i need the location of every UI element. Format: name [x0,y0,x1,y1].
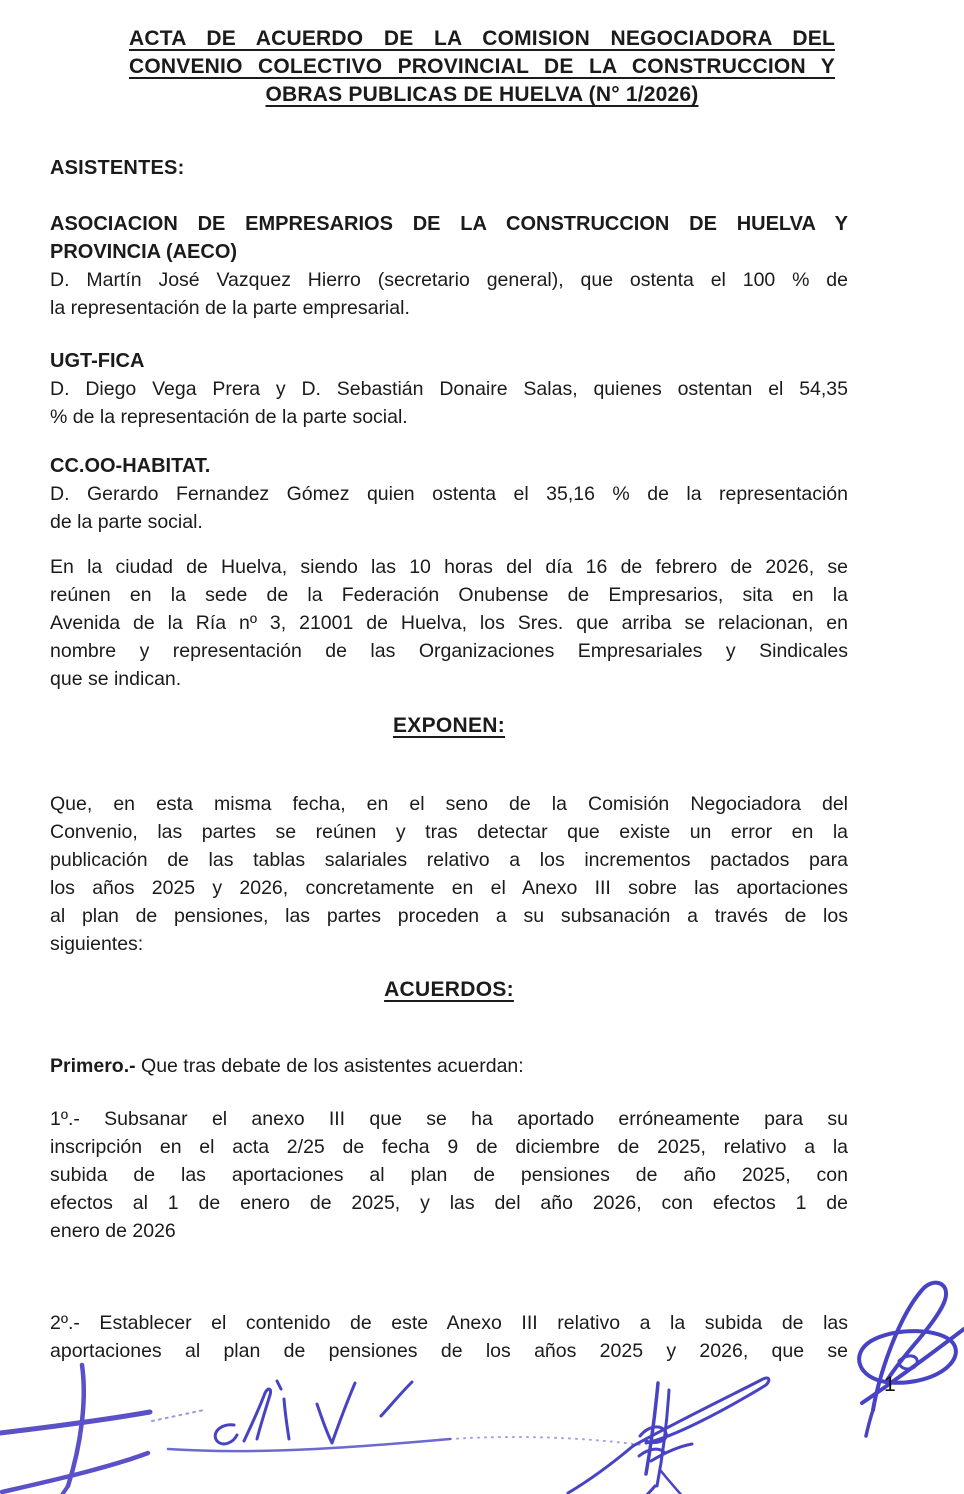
text-line: D. Diego Vega Prera y D. Sebastián Donaire Salas, quienes ostentan el 54,35 [50,378,848,400]
text-line: OBRAS PUBLICAS DE HUELVA (N° 1/2026) [265,83,699,106]
exponen-paragraph [50,790,848,958]
primero-line [50,1052,848,1080]
primero-text: Que tras debate de los asistentes acuerdan: [135,1055,524,1077]
party-name [50,347,848,375]
text-line: que se indican. [50,668,182,690]
text-line: al plan de pensiones, las partes proceden a su subsanación a través de los [50,905,848,927]
party-description [50,375,848,431]
text-line: nombre y representación de las Organizaciones Empresariales y Sindicales [50,640,848,662]
text-line: Que, en esta misma fecha, en el seno de la Comisión Negociadora del [50,793,848,815]
text-line: la representación de la parte empresarial. [50,297,410,319]
text-line: subida de las aportaciones al plan de pensiones de año 2025, con [50,1164,848,1186]
party-aeco [50,210,848,322]
text-line: 1º.- Subsanar el anexo III que se ha aportado erróneamente para su [50,1108,848,1130]
page-number: 1 [884,1373,896,1396]
text-line: aportaciones al plan de pensiones de los años 2025 y 2026, que se [50,1340,848,1362]
asistentes-heading: ASISTENTES: [50,157,185,179]
text-line: CC.OO-HABITAT. [50,455,211,477]
text-line: efectos al 1 de enero de 2025, y las del año 2026, con efectos 1 de [50,1192,848,1214]
text-line: los años 2025 y 2026, concretamente en el Anexo III sobre las aportaciones [50,877,848,899]
party-ccoo-habitat [50,452,848,536]
acuerdo-punto-2 [50,1309,848,1365]
acuerdo-punto-1 [50,1105,848,1245]
text-line: En la ciudad de Huelva, siendo las 10 horas del día 16 de febrero de 2026, se [50,556,848,578]
text-line: Convenio, las partes se reúnen y tras detectar que existe un error en la [50,821,848,843]
text-line: de la parte social. [50,511,203,533]
exponen-heading: EXPONEN: [392,714,506,737]
text-line: PROVINCIA (AECO) [50,241,238,263]
text-line: Avenida de la Ría nº 3, 21001 de Huelva, los Sres. que arriba se relacionan, en [50,612,848,634]
text-line: CONVENIO COLECTIVO PROVINCIAL DE LA CONSTRUCCION Y [129,55,835,78]
text-line: ASOCIACION DE EMPRESARIOS DE LA CONSTRUCCION DE HUELVA Y [50,213,848,235]
text-line: siguientes: [50,933,144,955]
party-name [50,452,848,480]
document-title [129,25,835,109]
primero-label: Primero.- [50,1055,136,1077]
text-line: % de la representación de la parte social. [50,406,408,428]
text-line: inscripción en el acta 2/25 de fecha 9 de diciembre de 2025, relativo a la [50,1136,848,1158]
text-line: publicación de las tablas salariales relativo a los incrementos pactados para [50,849,848,871]
party-ugt-fica [50,347,848,431]
text-line: D. Martín José Vazquez Hierro (secretario general), que ostenta el 100 % de [50,269,848,291]
party-name [50,210,848,266]
text-line: UGT-FICA [50,350,145,372]
acuerdos-heading: ACUERDOS: [384,978,514,1001]
party-description [50,480,848,536]
text-line: ACTA DE ACUERDO DE LA COMISION NEGOCIADORA DEL [129,27,835,50]
intro-paragraph [50,553,848,693]
party-description [50,266,848,322]
text-line: 2º.- Establecer el contenido de este Anexo III relativo a la subida de las [50,1312,848,1334]
text-line: D. Gerardo Fernandez Gómez quien ostenta el 35,16 % de la representación [50,483,848,505]
text-line: enero de 2026 [50,1220,176,1242]
text-line: reúnen en la sede de la Federación Onubense de Empresarios, sita en la [50,584,848,606]
